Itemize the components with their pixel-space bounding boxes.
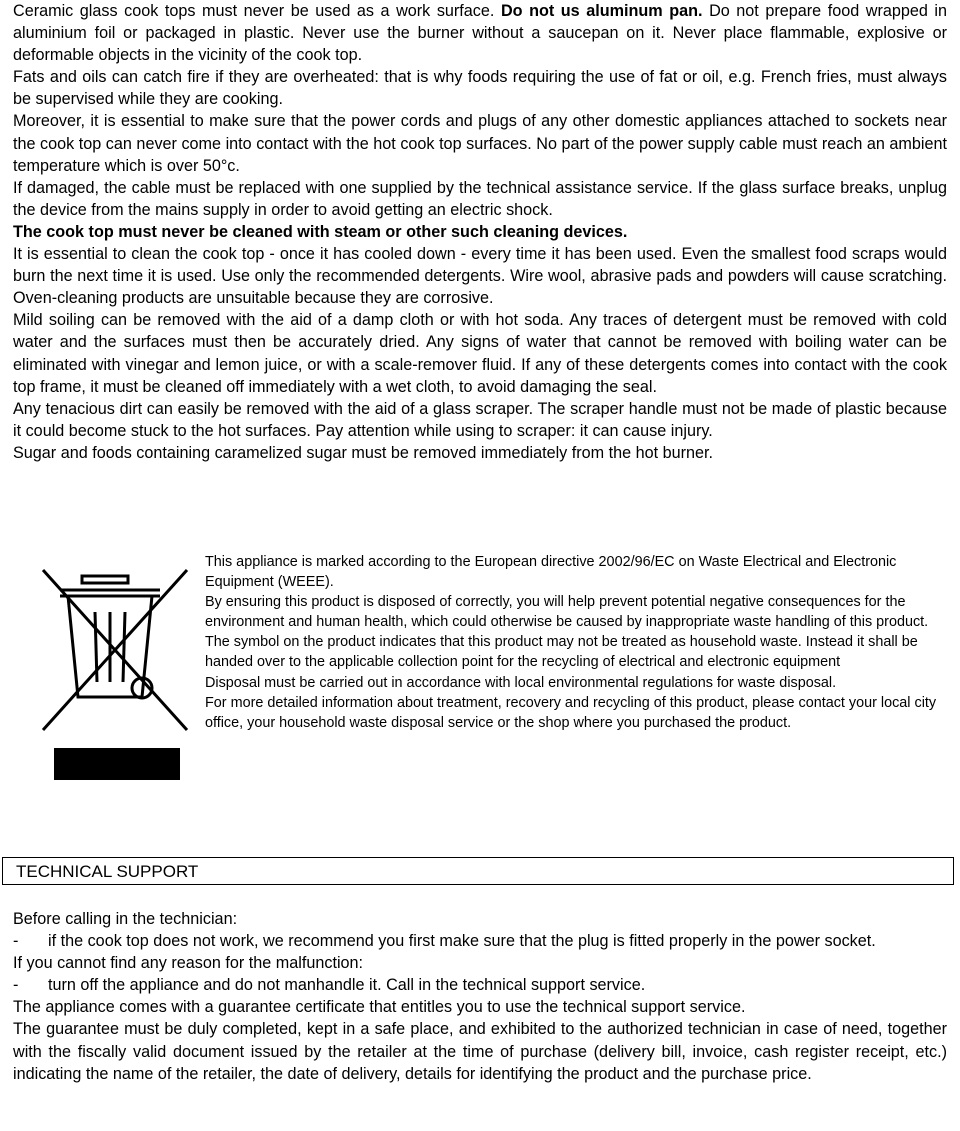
- technical-support-heading-box: [2, 857, 954, 885]
- support-malfunction: If you cannot find any reason for the malfunction:: [13, 954, 364, 973]
- paragraph-text: Do not prepare food wrapped in aluminium foil or packaged in plastic. Never use the burner without a saucepan on it. Never place flammable, explosive or deformable objects in the vicinity of the cook top.: [13, 2, 947, 65]
- dash-bullet: -: [13, 976, 19, 995]
- weee-regulations-text: Disposal must be carried out in accordance with local environmental regulations for waste disposal.: [205, 674, 837, 691]
- crossed-out-wheelie-bin-icon: [40, 562, 190, 782]
- steam-cleaning-warning: [13, 221, 947, 243]
- weee-directive-text: This appliance is marked according to the European directive 2002/96/EC on Waste Electrical and Electronic Equipment (WEEE).: [205, 554, 897, 591]
- paragraph-cleaning: It is essential to clean the cook top - once it has cooled down - every time it has been used. Even the smallest food scraps would burn the next time it is used. Use only the recommended detergents. Wire wool, abrasive pads and powders will cause scratching. Oven-cleaning products are unsuitable because they are corrosive.: [13, 245, 947, 308]
- paragraph-sugar: Sugar and foods containing caramelized sugar must be removed immediately from the hot burner.: [13, 443, 714, 462]
- technical-support-section: [13, 908, 947, 1085]
- support-item-text: if the cook top does not work, we recommend you first make sure that the plug is fitted properly in the power socket.: [48, 932, 876, 951]
- paragraph-work-surface: [13, 0, 947, 66]
- dash-bullet: -: [13, 932, 19, 951]
- paragraph-fats-oils: Fats and oils can catch fire if they are overheated: that is why foods requiring the use of fat or oil, e.g. French fries, must always be supervised while they are cooking.: [13, 68, 947, 109]
- paragraph-tenacious-dirt: Any tenacious dirt can easily be removed with the aid of a glass scraper. The scraper handle must not be made of plastic because it could become stuck to the hot surfaces. Pay attention while using to scraper: it can cause injury.: [13, 399, 947, 440]
- weee-disposal-text: By ensuring this product is disposed of correctly, you will help prevent potential negative consequences for the environment and human health, which could otherwise be caused by inappropriate waste handling of this product.: [205, 594, 929, 631]
- weee-information-text: For more detailed information about treatment, recovery and recycling of this product, please contact your local city office, your household waste disposal service or the shop where you purchased the product.: [205, 694, 937, 731]
- support-list-item: [13, 930, 947, 952]
- steam-warning-text: The cook top must never be cleaned with steam or other such cleaning devices.: [13, 222, 628, 241]
- safety-instructions: [13, 0, 947, 464]
- paragraph-mild-soiling: Mild soiling can be removed with the aid of a damp cloth or with hot soda. Any traces of detergent must be removed with cold water and the surfaces must then be accurately dried. Any signs of water that cannot be removed with boiling water can be eliminated with vinegar and lemon juice, or with a scale-remover fluid. If any of these detergents comes into contact with the cook top frame, it must be cleaned off immediately with a wet cloth, to avoid damaging the seal.: [13, 311, 947, 396]
- aluminum-warning: Do not us aluminum pan.: [500, 2, 703, 20]
- support-intro: Before calling in the technician:: [13, 910, 238, 928]
- support-item-text: turn off the appliance and do not manhandle it. Call in the technical support service.: [48, 976, 646, 995]
- support-list-item: [13, 974, 947, 996]
- weee-notice: [205, 552, 950, 733]
- support-guarantee-details: The guarantee must be duly completed, kept in a safe place, and exhibited to the authorized technician in case of need, together with the fiscally valid document issued by the retailer at the time of purchase (delivery bill, invoice, cash register receipt, etc.) indicating the name of the retailer, the date of delivery, details for identifying the product and the purchase price.: [13, 1020, 947, 1083]
- support-guarantee-certificate: The appliance comes with a guarantee certificate that entitles you to use the technical support service.: [13, 998, 746, 1017]
- paragraph-text: Ceramic glass cook tops must never be used as a work surface.: [13, 2, 501, 20]
- technical-support-heading: TECHNICAL SUPPORT: [16, 862, 199, 881]
- paragraph-damaged-cable: If damaged, the cable must be replaced with one supplied by the technical assistance service. If the glass surface breaks, unplug the device from the mains supply in order to avoid getting an electric shock.: [13, 178, 947, 219]
- weee-symbol-text: The symbol on the product indicates that this product may not be treated as household waste. Instead it shall be handed over to the applicable collection point for the recycling of electrical and electronic equipment: [205, 634, 918, 671]
- paragraph-power-cords: Moreover, it is essential to make sure that the power cords and plugs of any other domestic appliances attached to sockets near the cook top can never come into contact with the hot cook top surfaces. No part of the power supply cable must reach an ambient temperature which is over 50°c.: [13, 112, 947, 175]
